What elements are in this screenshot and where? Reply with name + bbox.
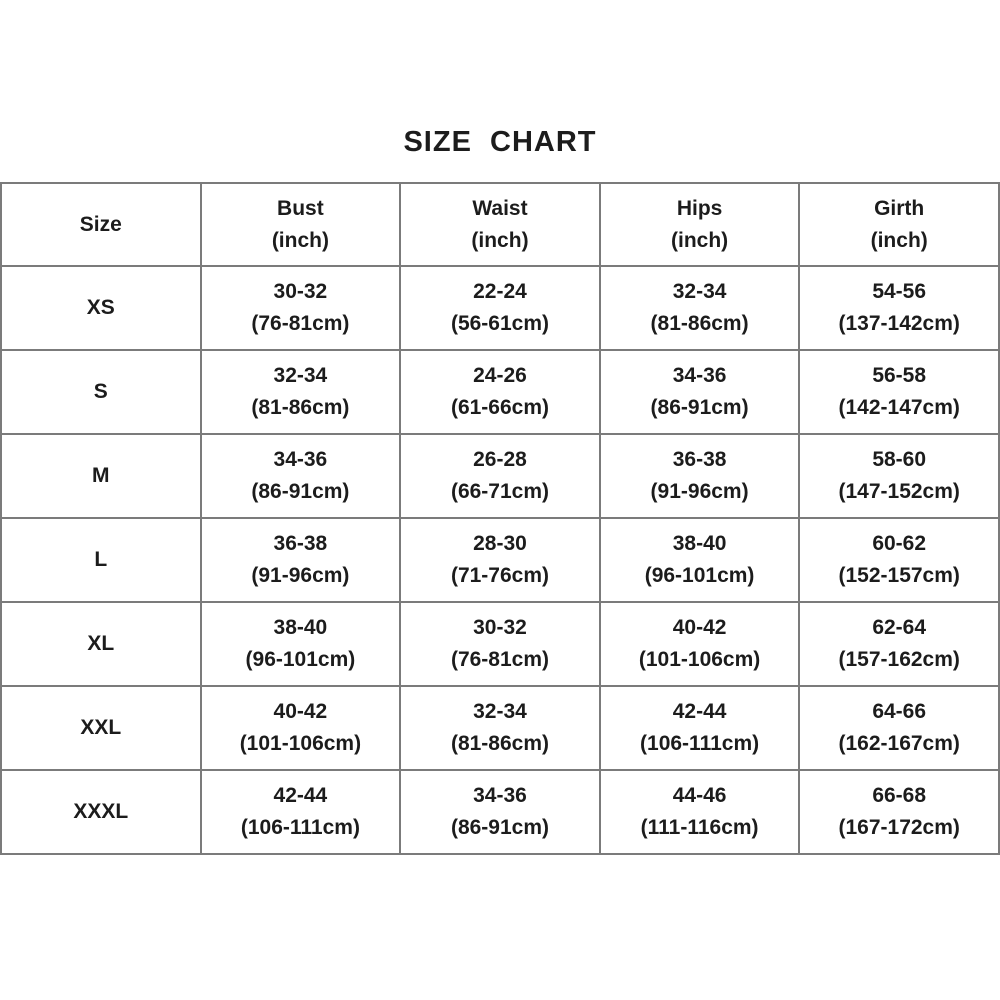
measurement-line: 24-26 bbox=[473, 364, 527, 387]
measurement-line: (66-71cm) bbox=[450, 480, 550, 503]
measurement-line: 60-62 bbox=[872, 532, 927, 555]
measurement-cell bbox=[400, 434, 600, 518]
measurement-line: (111-116cm) bbox=[640, 816, 759, 839]
table-row bbox=[1, 518, 999, 602]
measurement-cell bbox=[600, 434, 800, 518]
table-row bbox=[1, 350, 999, 434]
measurement-line: (162-167cm) bbox=[838, 732, 960, 755]
size-label: XXL bbox=[1, 686, 201, 770]
measurement-line: 56-58 bbox=[872, 364, 927, 387]
size-label: L bbox=[1, 518, 201, 602]
table-body bbox=[1, 266, 999, 854]
measurement-line: (61-66cm) bbox=[450, 396, 550, 419]
page-title: SIZE CHART bbox=[403, 126, 597, 158]
measurement-line: 40-42 bbox=[273, 700, 328, 723]
column-header bbox=[600, 183, 800, 266]
measurement-line: (106-111cm) bbox=[240, 816, 360, 839]
measurement-cell bbox=[400, 686, 600, 770]
column-header-line: (inch) bbox=[870, 228, 928, 252]
measurement-line: (86-91cm) bbox=[251, 480, 350, 503]
measurement-line: 34-36 bbox=[672, 364, 727, 387]
column-header bbox=[799, 183, 999, 266]
column-header bbox=[400, 183, 600, 266]
measurement-line: 32-34 bbox=[672, 280, 727, 303]
measurement-line: 28-30 bbox=[473, 532, 527, 555]
measurement-line: 42-44 bbox=[273, 784, 328, 807]
measurement-cell bbox=[600, 686, 800, 770]
measurement-cell bbox=[799, 266, 999, 350]
size-label: M bbox=[1, 434, 201, 518]
measurement-line: (81-86cm) bbox=[251, 396, 350, 419]
measurement-line: 44-46 bbox=[672, 784, 727, 807]
table-header bbox=[1, 183, 999, 266]
measurement-line: (86-91cm) bbox=[650, 396, 749, 419]
measurement-line: (101-106cm) bbox=[638, 648, 761, 671]
measurement-line: (106-111cm) bbox=[640, 732, 760, 755]
measurement-cell bbox=[799, 434, 999, 518]
measurement-line: (137-142cm) bbox=[838, 312, 960, 335]
column-header bbox=[1, 183, 201, 266]
measurement-cell bbox=[400, 518, 600, 602]
measurement-cell bbox=[600, 602, 800, 686]
measurement-line: 42-44 bbox=[672, 700, 727, 723]
measurement-line: (157-162cm) bbox=[838, 648, 960, 671]
size-chart-table bbox=[0, 182, 1000, 855]
measurement-line: 54-56 bbox=[872, 280, 927, 303]
measurement-line: 40-42 bbox=[672, 616, 727, 639]
measurement-line: 26-28 bbox=[473, 448, 527, 471]
measurement-line: 32-34 bbox=[273, 364, 328, 387]
measurement-cell bbox=[201, 518, 401, 602]
measurement-line: 22-24 bbox=[473, 280, 527, 303]
measurement-line: 32-34 bbox=[473, 700, 527, 723]
measurement-cell bbox=[400, 266, 600, 350]
measurement-cell bbox=[400, 602, 600, 686]
measurement-cell bbox=[600, 518, 800, 602]
column-header-line: (inch) bbox=[671, 228, 729, 252]
measurement-line: (86-91cm) bbox=[450, 816, 550, 839]
measurement-line: 36-38 bbox=[672, 448, 727, 471]
measurement-line: 30-32 bbox=[273, 280, 328, 303]
measurement-cell bbox=[400, 770, 600, 854]
measurement-line: (81-86cm) bbox=[650, 312, 749, 335]
measurement-line: (76-81cm) bbox=[450, 648, 550, 671]
table-row bbox=[1, 434, 999, 518]
measurement-line: 66-68 bbox=[872, 784, 927, 807]
measurement-line: 62-64 bbox=[872, 616, 927, 639]
measurement-cell bbox=[600, 266, 800, 350]
size-label: S bbox=[1, 350, 201, 434]
measurement-line: (152-157cm) bbox=[838, 564, 960, 587]
column-header-line: (inch) bbox=[471, 228, 529, 252]
measurement-line: (91-96cm) bbox=[251, 564, 350, 587]
table-row bbox=[1, 686, 999, 770]
table-row bbox=[1, 266, 999, 350]
measurement-line: (167-172cm) bbox=[838, 816, 960, 839]
measurement-line: (91-96cm) bbox=[650, 480, 749, 503]
measurement-cell bbox=[600, 350, 800, 434]
measurement-line: (76-81cm) bbox=[251, 312, 350, 335]
measurement-line: 38-40 bbox=[672, 532, 727, 555]
measurement-line: 58-60 bbox=[872, 448, 927, 471]
measurement-line: (81-86cm) bbox=[450, 732, 550, 755]
measurement-cell bbox=[201, 686, 401, 770]
measurement-cell bbox=[201, 350, 401, 434]
measurement-cell bbox=[201, 770, 401, 854]
size-label: XXXL bbox=[1, 770, 201, 854]
table-row bbox=[1, 602, 999, 686]
column-header-line: Girth bbox=[874, 196, 925, 220]
measurement-line: 38-40 bbox=[273, 616, 328, 639]
size-label: XL bbox=[1, 602, 201, 686]
measurement-cell bbox=[799, 686, 999, 770]
measurement-line: 30-32 bbox=[473, 616, 527, 639]
column-header-line: Hips bbox=[676, 196, 723, 220]
measurement-cell bbox=[799, 518, 999, 602]
measurement-line: 36-38 bbox=[273, 532, 328, 555]
header-row bbox=[1, 183, 999, 266]
measurement-cell bbox=[799, 350, 999, 434]
measurement-line: 34-36 bbox=[473, 784, 527, 807]
measurement-cell bbox=[201, 434, 401, 518]
column-header-line: Size bbox=[79, 212, 122, 236]
measurement-cell bbox=[600, 770, 800, 854]
measurement-line: (142-147cm) bbox=[838, 396, 960, 419]
measurement-line: (101-106cm) bbox=[239, 732, 362, 755]
measurement-line: (96-101cm) bbox=[245, 648, 356, 671]
measurement-line: 64-66 bbox=[872, 700, 927, 723]
measurement-cell bbox=[400, 350, 600, 434]
measurement-line: (71-76cm) bbox=[450, 564, 550, 587]
measurement-line: (147-152cm) bbox=[838, 480, 960, 503]
column-header bbox=[201, 183, 401, 266]
measurement-cell bbox=[799, 602, 999, 686]
measurement-cell bbox=[799, 770, 999, 854]
measurement-line: 34-36 bbox=[273, 448, 328, 471]
size-label: XS bbox=[1, 266, 201, 350]
measurement-cell bbox=[201, 266, 401, 350]
column-header-line: Waist bbox=[472, 196, 528, 220]
measurement-line: (96-101cm) bbox=[644, 564, 755, 587]
table-row bbox=[1, 770, 999, 854]
column-header-line: Bust bbox=[277, 196, 324, 220]
measurement-cell bbox=[201, 602, 401, 686]
column-header-line: (inch) bbox=[271, 228, 329, 252]
measurement-line: (56-61cm) bbox=[450, 312, 550, 335]
